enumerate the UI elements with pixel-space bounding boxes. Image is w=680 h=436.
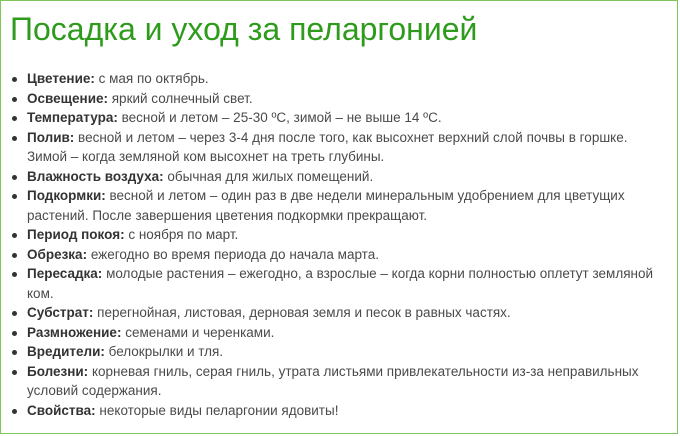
item-text: яркий солнечный свет. [108,90,253,106]
item-term: Субстрат: [27,305,94,320]
item-text: весной и летом – через 3-4 дня после того, как высохнет верхний слой почвы в горшке. Зимой – когда земляной ком высохнет на треть глубины. [27,129,628,164]
list-item [10,108,670,128]
item-term: Период покоя: [27,227,125,242]
item-term: Размножение: [27,324,122,340]
bullet-icon [12,116,17,121]
item-term: Влажность воздуха: [27,168,164,184]
item-text: белокрылки и тля. [104,344,224,359]
bullet-icon [12,311,17,316]
list-item [10,89,670,109]
item-term: Полив: [27,129,75,145]
item-text: молодые растения – ежегодно, а взрослые – когда корни полностью оплетут земляной ком. [27,266,654,301]
item-term: Обрезка: [27,246,88,262]
list-item [10,69,670,89]
bullet-icon [12,370,17,375]
item-text: перегнойная, листовая, дерновая земля и песок в равных частях. [93,305,511,320]
item-term: Цветение: [27,71,95,86]
list-item [10,225,670,245]
bullet-icon [12,194,17,199]
bullet-icon [12,175,17,180]
item-text: семенами и черенками. [121,324,275,340]
list-item [10,167,670,187]
bullet-icon [12,97,17,102]
list-item [10,264,670,303]
item-text: обычная для жилых помещений. [163,168,374,184]
item-text: корневая гниль, серая гниль, утрата листьями привлекательности из-за неправильных условий содержания. [27,363,639,398]
bullet-icon [12,233,17,238]
bullet-icon [12,331,17,336]
list-item [10,362,670,401]
list-item [10,245,670,265]
bullet-icon [12,136,17,141]
item-text: весной и летом – 25-30 ºС, зимой – не выше 14 ºС. [117,110,442,125]
item-text: весной и летом – один раз в две недели минеральным удобрением для цветущих растений. После завершения цветения подкормки прекращают. [27,188,625,223]
list-item [10,342,670,362]
item-text: ежегодно во время периода до начала марта. [87,246,379,262]
item-term: Температура: [27,110,118,125]
care-list [10,69,670,420]
list-item [10,128,670,167]
item-term: Подкормки: [27,188,106,203]
item-term: Свойства: [27,402,96,418]
list-item [10,186,670,225]
item-text: с ноября по март. [124,227,239,242]
list-item [10,303,670,323]
page-title: Посадка и уход за пеларгонией [10,11,478,47]
item-term: Вредители: [27,344,105,359]
bullet-icon [12,272,17,277]
item-text: с мая по октябрь. [94,71,209,86]
item-text: некоторые виды пеларгонии ядовиты! [95,402,339,418]
bullet-icon [12,350,17,355]
bullet-icon [12,77,17,82]
bullet-icon [12,253,17,258]
list-item [10,401,670,421]
bullet-icon [12,409,17,414]
item-term: Освещение: [27,90,108,106]
item-term: Болезни: [27,363,89,379]
item-term: Пересадка: [27,266,103,281]
list-item [10,323,670,343]
